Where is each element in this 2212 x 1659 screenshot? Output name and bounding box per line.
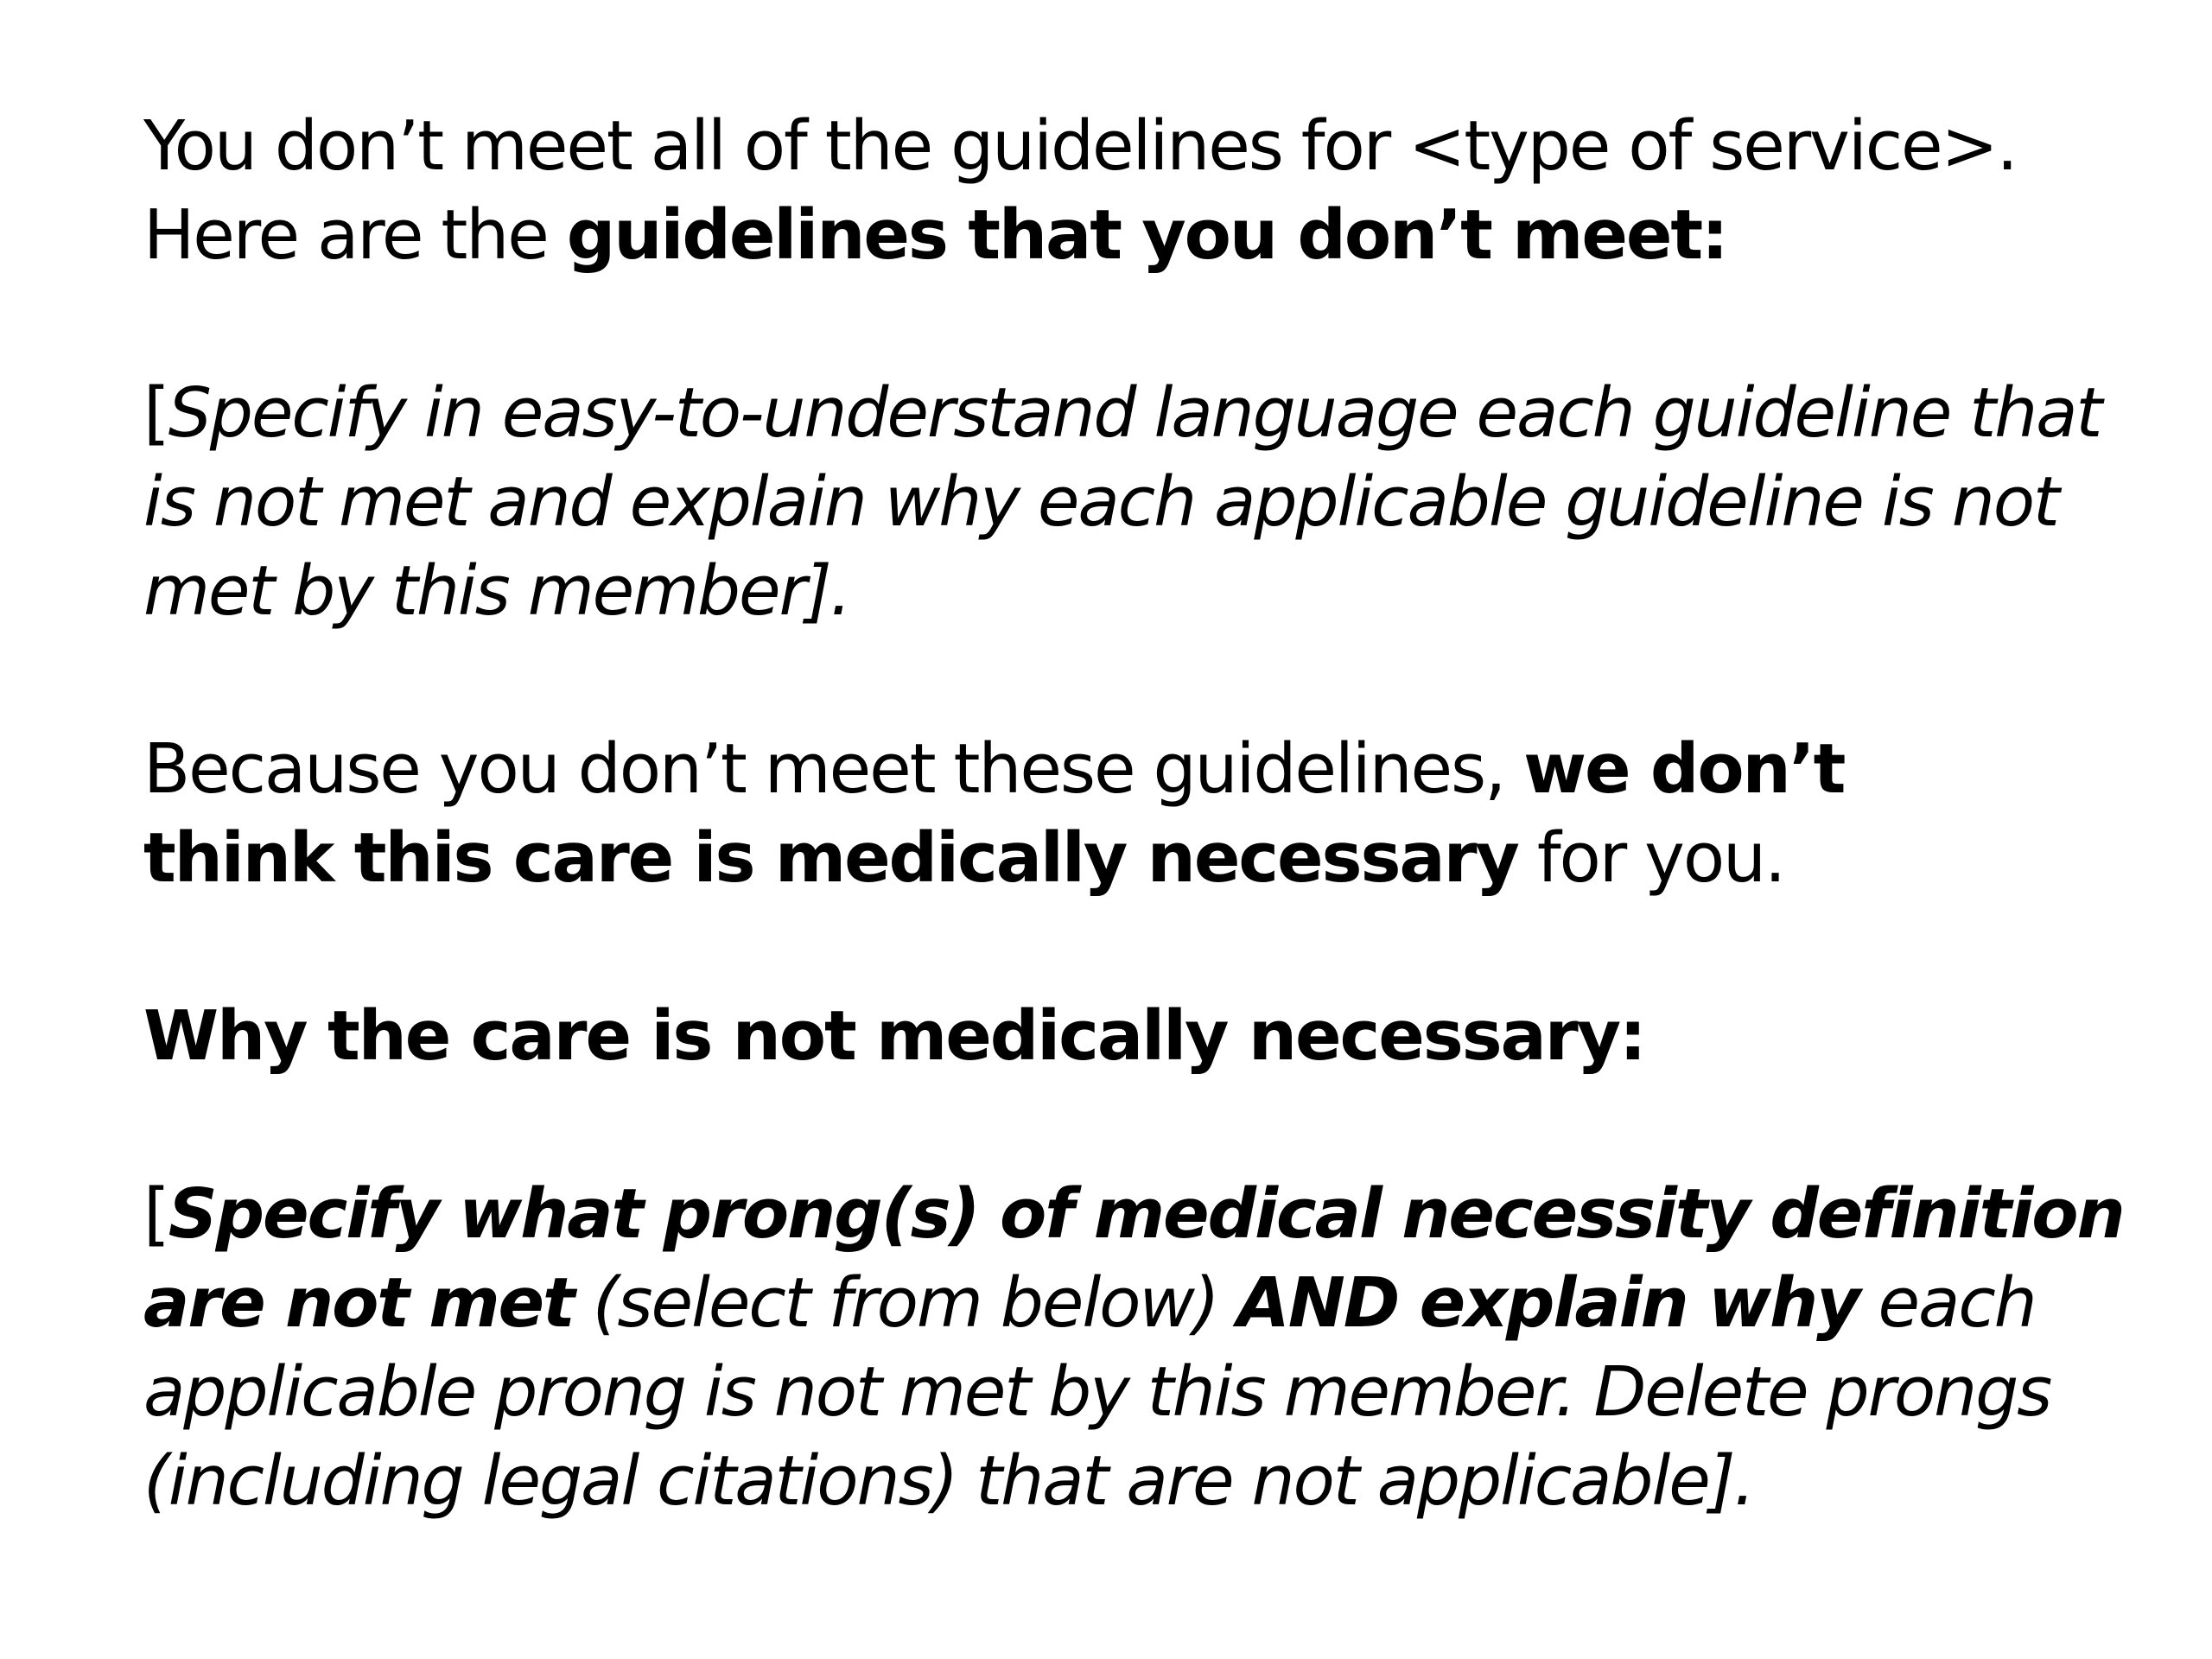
prongs-line-2 bbox=[143, 1259, 2122, 1348]
intro-line-2-text: Here are the bbox=[143, 195, 567, 275]
document-body bbox=[143, 102, 2122, 1526]
not-necessary-line-2 bbox=[143, 814, 2122, 903]
not-necessary-line-1 bbox=[143, 725, 2122, 814]
prongs-line-3: applicable prong is not met by this member. Delete prongs bbox=[143, 1352, 2051, 1432]
not-necessary-emphasis-a: we don’t bbox=[1523, 729, 1845, 809]
prongs-not-met-emphasis: are not met bbox=[143, 1263, 574, 1343]
instruction-line-1-text: Specify in easy-to-understand language each guideline that bbox=[168, 373, 2101, 453]
prongs-line-1 bbox=[143, 1170, 2122, 1259]
prongs-line-4: (including legal citations) that are not applicable]. bbox=[143, 1441, 1754, 1521]
why-not-necessary-heading: Why the care is not medically necessary: bbox=[143, 996, 1645, 1076]
instruction-bracket: [ bbox=[143, 373, 168, 453]
guidelines-not-met-emphasis: guidelines that you don’t meet: bbox=[566, 195, 1727, 275]
specify-prongs-instruction bbox=[143, 1170, 2122, 1526]
prongs-explain-emphasis: AND explain why bbox=[1236, 1263, 1859, 1343]
prongs-line-2-tail: each bbox=[1859, 1263, 2036, 1343]
intro-line-1: You don’t meet all of the guidelines for <type of service>. bbox=[143, 106, 2017, 186]
prongs-select-note: (select from below) bbox=[573, 1263, 1237, 1343]
specify-guidelines-instruction bbox=[143, 369, 2122, 636]
not-necessary-emphasis-b: think this care is medically necessary bbox=[143, 818, 1518, 898]
instruction-line-2: is not met and explain why each applicable guideline is not bbox=[143, 462, 2058, 542]
not-necessary-paragraph bbox=[143, 725, 2122, 903]
intro-line-2 bbox=[143, 191, 2122, 280]
prongs-bracket: [ bbox=[143, 1174, 168, 1254]
section-heading bbox=[143, 992, 2122, 1081]
instruction-line-1 bbox=[143, 369, 2122, 458]
instruction-line-3: met by this member]. bbox=[143, 551, 850, 631]
prongs-line-1-text: Specify what prong(s) of medical necessity definition bbox=[168, 1174, 2124, 1254]
guidelines-intro-paragraph bbox=[143, 102, 2122, 280]
not-necessary-line-1-text: Because you don’t meet these guidelines, bbox=[143, 729, 1524, 809]
not-necessary-line-2-text: for you. bbox=[1517, 818, 1785, 898]
